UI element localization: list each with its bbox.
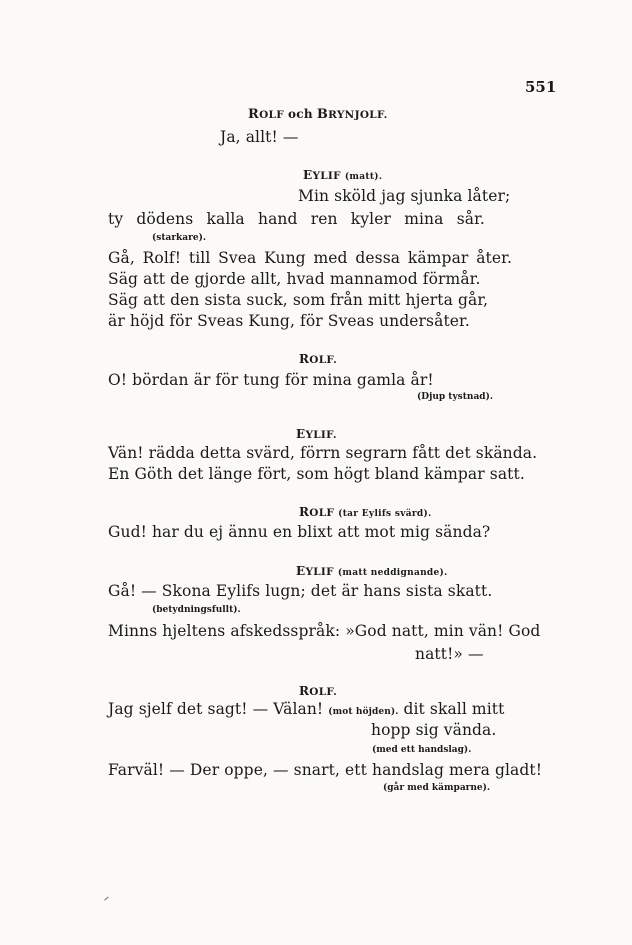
stage-direction: (med ett handslag). — [372, 745, 472, 755]
header-name1-rest: OLF — [259, 109, 284, 121]
running-header — [248, 108, 388, 121]
speaker-rest: YLIF — [305, 566, 334, 578]
verse-segment: dit skall mitt — [403, 700, 505, 718]
header-name2-initial: B — [316, 107, 329, 122]
verse-line: natt!» — — [415, 645, 484, 663]
speaker-name — [296, 428, 337, 441]
verse-line: Säg att de gjorde allt, hvad mannamod förmår. — [108, 270, 481, 288]
speaker-initial: E — [303, 168, 313, 182]
speaker-rest: OLF. — [309, 686, 338, 698]
speaker-name — [299, 506, 432, 519]
page-number: 551 — [525, 78, 557, 96]
stage-direction: (starkare). — [152, 233, 206, 243]
stage-direction: (går med kämparne). — [383, 783, 491, 793]
stage-direction: (betydningsfullt). — [152, 605, 241, 615]
verse-line: Säg att den sista suck, som från mitt hjerta går, — [108, 291, 489, 309]
verse-line: En Göth det länge fört, som högt bland kämpar satt. — [108, 465, 525, 483]
header-name2-rest: RYNJOLF — [328, 109, 384, 121]
verse-line: Gud! har du ej ännu en blixt att mot mig sända? — [108, 523, 491, 541]
speaker-initial: R — [299, 505, 310, 519]
stage-direction: (mot höjden). — [328, 707, 399, 717]
verse-line: Farväl! — Der oppe, — snart, ett handslag mera gladt! — [108, 761, 543, 779]
verse-line: är höjd för Sveas Kung, för Sveas undersåter. — [108, 312, 470, 330]
print-speck — [104, 897, 108, 901]
speaker-initial: E — [296, 427, 306, 441]
speaker-name — [299, 685, 337, 698]
header-end: . — [383, 109, 388, 121]
speaker-rest: YLIF — [312, 170, 341, 182]
verse-line: O! bördan är för tung för mina gamla år! — [108, 371, 434, 389]
speaker-name — [296, 565, 448, 578]
verse-line — [108, 702, 504, 718]
stage-direction: (Djup tystnad). — [417, 392, 493, 402]
speaker-name — [303, 169, 382, 182]
speaker-initial: E — [296, 564, 306, 578]
stage-direction: (tar Eylifs svärd). — [338, 509, 432, 519]
speaker-initial: R — [299, 684, 310, 698]
speaker-name — [299, 353, 337, 366]
verse-segment: Jag sjelf det sagt! — Välan! — [108, 700, 324, 718]
header-name1-initial: R — [248, 107, 260, 122]
speaker-rest: YLIF. — [305, 429, 337, 441]
verse-line: Minns hjeltens afskedsspråk: »God natt, min vän! God — [108, 622, 541, 640]
verse-line: Ja, allt! — — [220, 128, 299, 146]
stage-direction: (matt). — [344, 172, 383, 182]
verse-line: Gå, Rolf! till Svea Kung med dessa kämpar åter. — [108, 249, 512, 267]
verse-line: Min sköld jag sjunka låter; — [298, 187, 511, 205]
speaker-rest: OLF. — [309, 354, 338, 366]
verse-line: Vän! rädda detta svärd, förrn segrarn fått det skända. — [108, 444, 538, 462]
speaker-rest: OLF — [309, 507, 335, 519]
verse-line: ty dödens kalla hand ren kyler mina sår. — [108, 210, 485, 228]
header-connector: och — [287, 107, 313, 121]
verse-line: hopp sig vända. — [371, 721, 497, 739]
speaker-initial: R — [299, 352, 310, 366]
verse-line: Gå! — Skona Eylifs lugn; det är hans sista skatt. — [108, 582, 493, 600]
stage-direction: (matt neddignande). — [337, 568, 448, 578]
